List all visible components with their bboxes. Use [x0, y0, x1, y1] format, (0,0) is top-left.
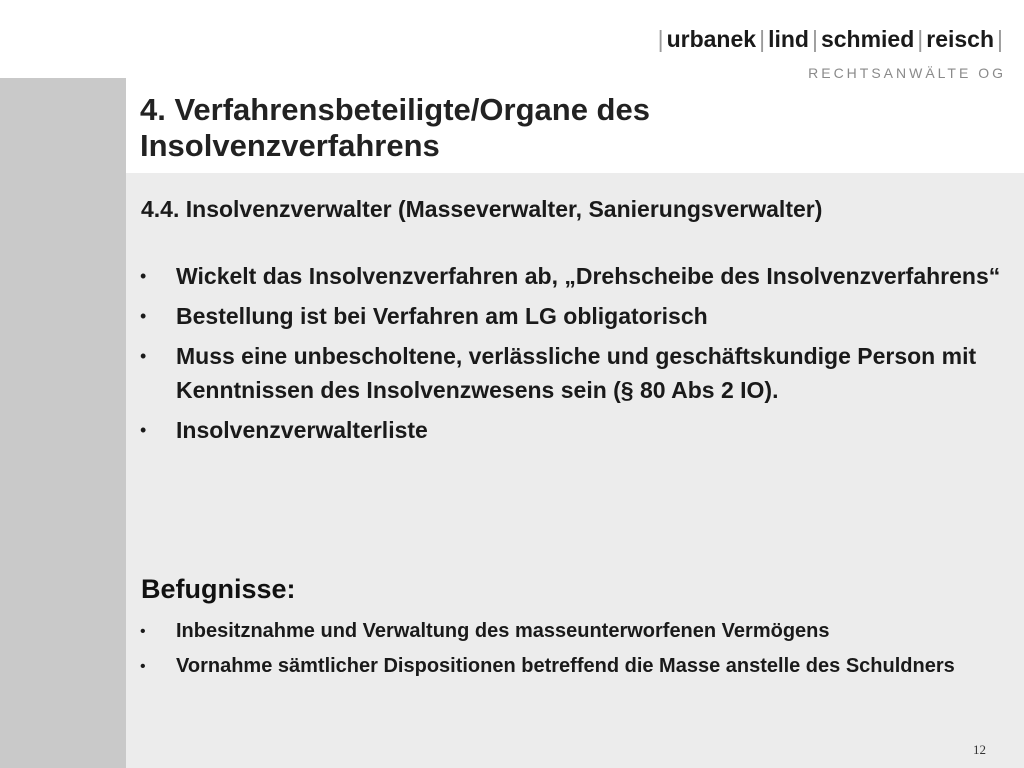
- list-item-text: Vornahme sämtlicher Dispositionen betreffend die Masse anstelle des Schuldners: [176, 655, 955, 677]
- left-decorative-bar: [0, 78, 126, 768]
- list-item-text: Insolvenzverwalterliste: [176, 417, 428, 443]
- slide-title-line1: 4. Verfahrensbeteiligte/Organe des: [140, 92, 650, 127]
- logo-name-lind: lind: [768, 26, 809, 52]
- logo-names: [655, 26, 1006, 53]
- list-item: [140, 652, 1022, 681]
- logo-separator: |: [917, 26, 924, 52]
- logo-name-urbanek: urbanek: [666, 26, 757, 52]
- page-number: 12: [973, 742, 986, 757]
- logo-name-reisch: reisch: [926, 26, 995, 52]
- list-item: [140, 339, 1022, 407]
- main-bullet-list: [140, 259, 1022, 453]
- list-item: [140, 413, 1022, 447]
- list-item: [140, 299, 1022, 333]
- befugnisse-bullet-list: [140, 617, 1022, 687]
- slide-title-line2: Insolvenzverfahrens: [140, 128, 440, 163]
- list-item-text: Wickelt das Insolvenzverfahren ab, „Drehscheibe des Insolvenzverfahrens“: [176, 263, 1001, 289]
- logo-subtitle: RECHTSANWÄLTE OG: [808, 65, 1006, 81]
- list-item: [140, 617, 1022, 646]
- section-heading: 4.4. Insolvenzverwalter (Masseverwalter, Sanierungsverwalter): [141, 196, 823, 222]
- logo-separator: |: [811, 26, 818, 52]
- bullet-icon: •: [140, 658, 146, 675]
- bullet-icon: •: [140, 266, 147, 286]
- logo-separator: |: [997, 26, 1003, 52]
- list-item-text: Muss eine unbescholtene, verlässliche und geschäftskundige Person mit Kenntnissen des Insolvenzwesens sein (§ 80 Abs 2 IO).: [176, 343, 977, 403]
- list-item-text: Inbesitznahme und Verwaltung des masseunterworfenen Vermögens: [176, 620, 830, 642]
- bullet-icon: •: [140, 420, 147, 440]
- slide-title: [140, 92, 900, 164]
- logo-name-schmied: schmied: [820, 26, 915, 52]
- bullet-icon: •: [140, 623, 146, 640]
- list-item: [140, 259, 1022, 293]
- bullet-icon: •: [140, 306, 147, 326]
- logo-separator: |: [759, 26, 766, 52]
- bullet-icon: •: [140, 346, 147, 366]
- firm-logo: [655, 26, 1006, 81]
- list-item-text: Bestellung ist bei Verfahren am LG obligatorisch: [176, 303, 708, 329]
- logo-separator: |: [657, 26, 664, 52]
- befugnisse-heading: Befugnisse:: [141, 574, 296, 604]
